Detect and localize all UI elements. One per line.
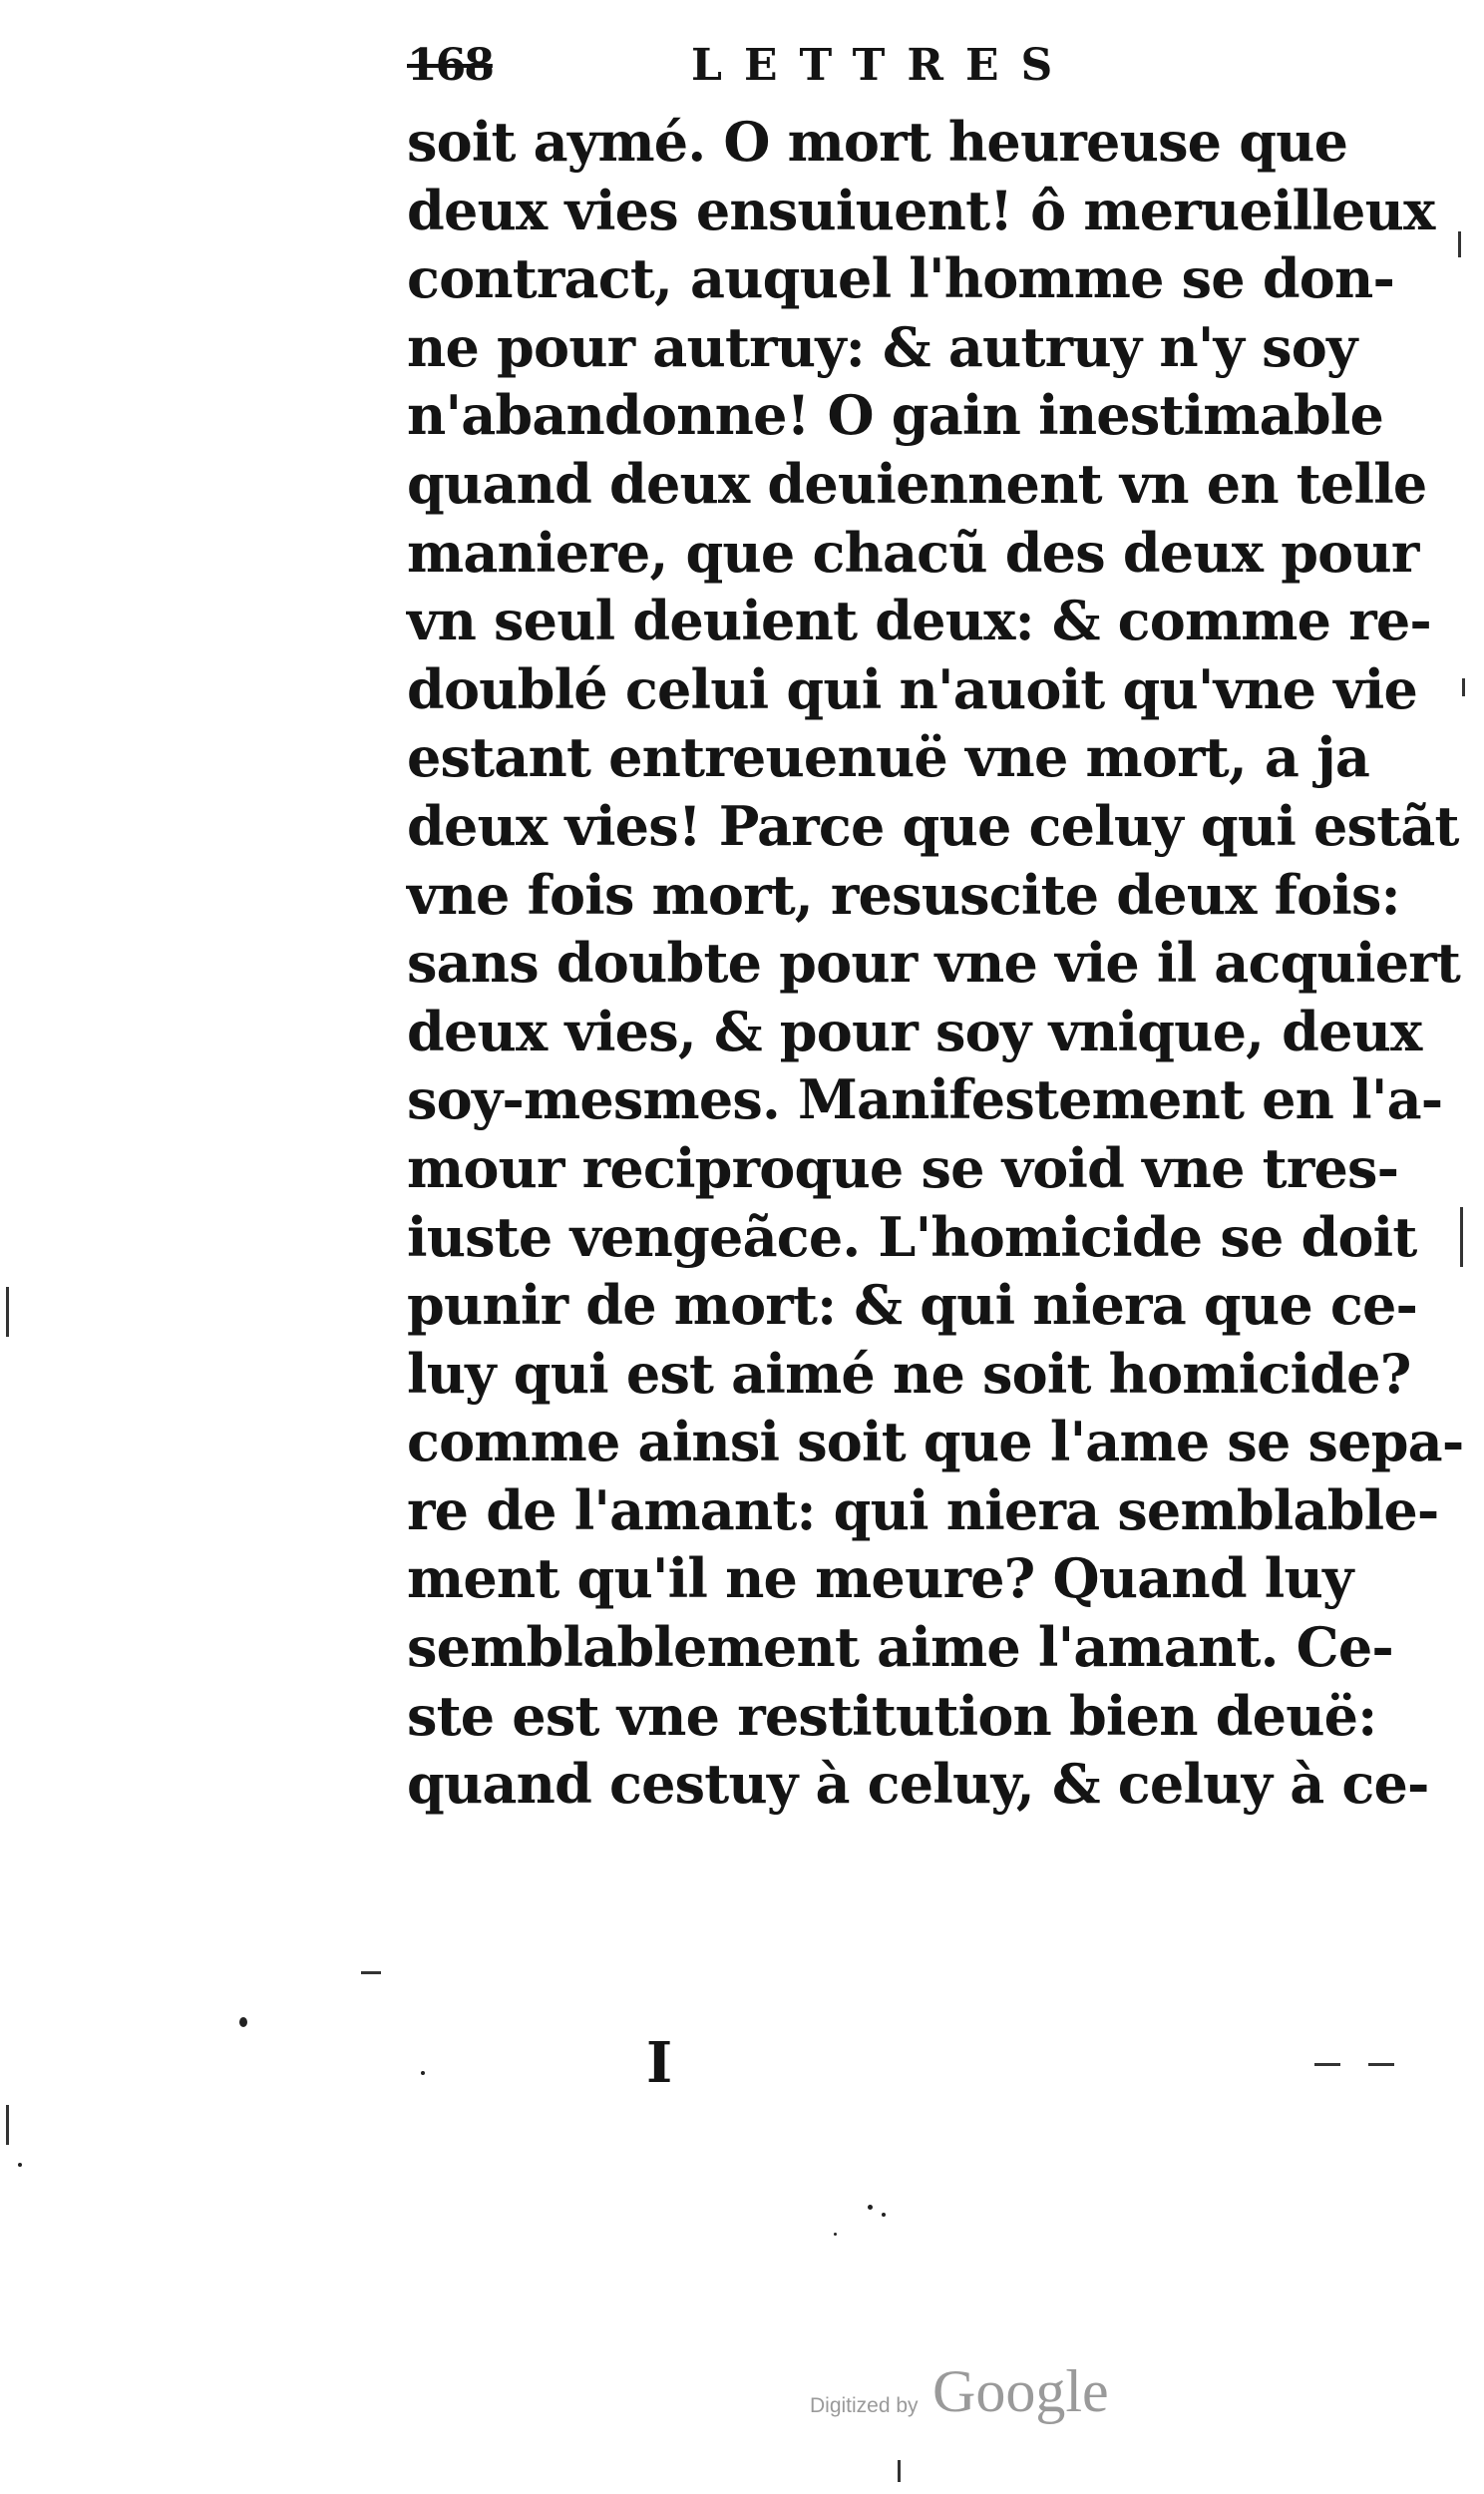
text-line: sans doubte pour vne vie il acquiert [407, 931, 1461, 996]
signature-mark: I [646, 2030, 673, 2096]
speck [421, 2071, 425, 2075]
text-line: luy qui est aimé ne soit homicide? [407, 1341, 1411, 1406]
margin-mark [898, 2460, 901, 2482]
text-line: ste est vne restitution bien deuë: [407, 1683, 1377, 1748]
text-line: punir de mort: & qui niera que ce- [407, 1273, 1418, 1338]
margin-mark [1458, 231, 1461, 257]
text-line: doublé celui qui n'auoit qu'vne vie [407, 656, 1418, 721]
text-line: estant entreuenuë vne mort, a ja [407, 725, 1370, 790]
text-line: ment qu'il ne meure? Quand luy [407, 1546, 1353, 1611]
margin-mark [1368, 2063, 1394, 2066]
body-text [407, 108, 1464, 1819]
text-line: maniere, que chacũ des deux pour [407, 520, 1419, 585]
speck [18, 2163, 22, 2167]
text-line: soy-mesmes. Manifestement en l'a- [407, 1067, 1443, 1132]
margin-mark [361, 1971, 381, 1974]
text-line: ne pour autruy: & autruy n'y soy [407, 314, 1357, 379]
text-line: quand deux deuiennent vn en telle [407, 451, 1427, 516]
speck [882, 2213, 886, 2217]
text-line: vn seul deuient deux: & comme re- [407, 589, 1432, 653]
margin-mark [6, 1287, 9, 1337]
margin-mark [1314, 2063, 1340, 2066]
margin-mark [1462, 678, 1465, 696]
text-line: re de l'amant: qui niera semblable- [407, 1477, 1439, 1542]
text-line: deux vies ensuiuent! ô merueilleux [407, 178, 1435, 242]
text-line: n'abandonne! O gain inestimable [407, 383, 1384, 448]
text-line: iuste vengeãce. L'homicide se doit [407, 1204, 1417, 1269]
text-line: mour reciproque se void vne tres- [407, 1135, 1399, 1200]
text-line: contract, auquel l'homme se don- [407, 246, 1395, 311]
text-line: vne fois mort, resuscite deux fois: [407, 862, 1400, 927]
speck [868, 2205, 873, 2210]
text-line: quand cestuy à celuy, & celuy à ce- [407, 1752, 1429, 1817]
speck [239, 2017, 247, 2027]
text-line: semblablement aime l'amant. Ce- [407, 1615, 1393, 1680]
text-line: soit aymé. O mort heureuse que [407, 110, 1348, 174]
text-line: deux vies, & pour soy vnique, deux [407, 999, 1422, 1063]
speck [834, 2233, 837, 2236]
page-number: 168 [407, 40, 493, 91]
google-logo: Google [932, 2358, 1109, 2424]
margin-mark [6, 2105, 9, 2145]
running-head: LETTRES [691, 40, 1075, 91]
text-line: deux vies! Parce que celuy qui estãt [407, 793, 1459, 858]
text-line: comme ainsi soit que l'ame se sepa- [407, 1410, 1464, 1474]
page-header [407, 38, 1205, 94]
margin-mark [1460, 1207, 1463, 1267]
watermark-small-text: Digitized by [810, 2394, 919, 2417]
digitized-watermark [810, 2356, 1229, 2436]
